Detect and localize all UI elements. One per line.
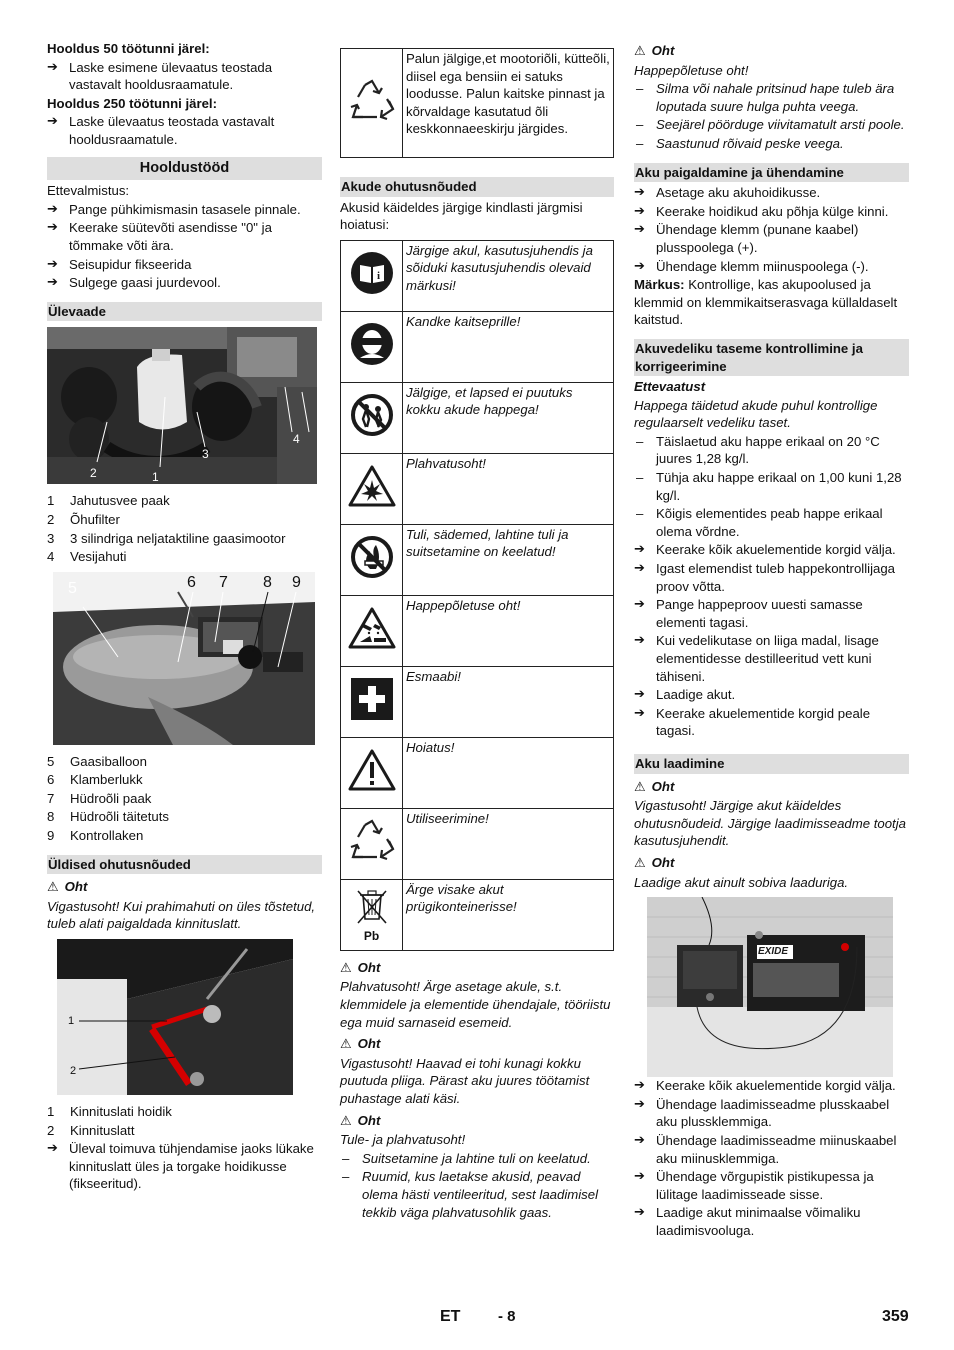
- callout-1: 1: [68, 1015, 75, 1028]
- prep-step: ➔ Sulgege gaasi juurdevool.: [47, 274, 322, 292]
- section-install-title: Aku paigaldamine ja ühendamine: [634, 163, 909, 183]
- charge-step: ➔ Ühendage võrgupistik pistikupessa ja lülitage laadimisseade sisse.: [634, 1168, 909, 1203]
- no-children-icon: [341, 382, 403, 453]
- list-item: 9 Kontrollaken: [47, 828, 144, 844]
- table-cell: Ärge visake akut prügikonteinerisse!: [403, 879, 614, 950]
- step-50h: ➔ Laske esimene ülevaatus teostada vastavalt hooldusraamatule.: [47, 59, 322, 94]
- footer-page-number: 359: [882, 1308, 909, 1325]
- callout-4: 4: [293, 432, 300, 447]
- level-step: ➔ Igast elemendist tuleb happekontrollijaga proov võtta.: [634, 560, 909, 595]
- column-2: [340, 48, 614, 1222]
- callout-9: 9: [292, 573, 301, 591]
- svg-text:i: i: [376, 270, 380, 283]
- caution-text: Happega täidetud akude puhul kontrollige regulaarselt vedeliku taset.: [634, 397, 878, 431]
- warning-icon: [341, 737, 403, 808]
- install-step: ➔ Asetage aku akuhoidikusse.: [634, 184, 909, 202]
- callout-1: 1: [152, 470, 159, 485]
- warning-label: ⚠ Oht: [634, 778, 675, 795]
- table-cell: Esmaabi!: [403, 666, 614, 737]
- first-aid-icon: [341, 666, 403, 737]
- warning-label: ⚠ Oht: [340, 1036, 381, 1053]
- warning-label: ⚠ Oht: [340, 959, 381, 976]
- table-row: [341, 737, 614, 808]
- level-step: ➔ Kui vedelikutase on liiga madal, lisage elementidesse destilleeritud vett kuni tähiseni.: [634, 632, 909, 685]
- warning-triangle-icon: ⚠: [47, 880, 59, 896]
- list-item: 1 Kinnituslati hoidik: [47, 1104, 172, 1120]
- warning-triangle-icon: ⚠: [340, 960, 352, 976]
- acid-icon: [341, 595, 403, 666]
- table-cell: Järgige akul, kasutusjuhendis ja sõiduki kasutusjuhendis olevaid märkusi!: [403, 240, 614, 311]
- list-item: 5 Gaasiballoon: [47, 753, 147, 769]
- list-item: – Ruumid, kus laetakse akusid, peavad olema hästi ventileeritud, sest laadimisel tekkib väga plahvatusohlik gaas.: [340, 1168, 614, 1221]
- step-250h: ➔ Laske ülevaatus teostada vastavalt hooldusraamatule.: [47, 113, 322, 148]
- list-item: 4 Vesijahuti: [47, 549, 127, 565]
- install-note: Märkus: Kontrollige, kas akupoolused ja klemmid on klemmikaitserasvaga küllaldaselt kaitstud.: [634, 277, 898, 328]
- warning-text: Laadige akut ainult sobiva laaduriga.: [634, 874, 849, 890]
- section-charging-title: Aku laadimine: [634, 754, 909, 774]
- table-cell: Hoiatus!: [403, 737, 614, 808]
- charge-step: ➔ Ühendage laadimisseadme plusskaabel aku plussklemmiga.: [634, 1096, 909, 1131]
- caution-label: Ettevaatust: [634, 379, 706, 395]
- section-maintenance-title: Hooldustööd: [47, 157, 322, 181]
- no-fire-icon: [341, 524, 403, 595]
- prep-step: ➔ Pange pühkimismasin tasasele pinnale.: [47, 201, 322, 219]
- battery-brand-label: EXIDE: [758, 946, 789, 958]
- table-row: [341, 808, 614, 879]
- table-row: [341, 666, 614, 737]
- list-item: 6 Klamberlukk: [47, 772, 143, 788]
- install-step: ➔ Ühendage klemm miinuspoolega (-).: [634, 258, 909, 276]
- footer-local-page: - 8: [498, 1308, 516, 1325]
- warning-text: Tule- ja plahvatusoht!: [340, 1132, 466, 1148]
- warning-text: Plahvatusoht! Ärge asetage akule, s.t. klemmidele ja elementide ühendajale, tööriistu ega muid sarnaseid esemeid.: [340, 979, 611, 1030]
- warning-text: Vigastusoht! Järgige akut käideldes ohutusnõudeid. Järgige laadimisseadme tootja kasutusjuhendit.: [634, 798, 906, 849]
- heading-250h: Hooldus 250 töötunni järel:: [47, 95, 217, 111]
- callout-8: 8: [263, 573, 272, 591]
- warning-text: Happepõletuse oht!: [634, 62, 749, 78]
- install-step: ➔ Keerake hoidikud aku põhja külge kinni.: [634, 203, 909, 221]
- warning-label: ⚠ Oht: [340, 1112, 381, 1129]
- table-row: [341, 879, 614, 950]
- battery-charger-photo: [647, 897, 893, 1077]
- callout-6: 6: [187, 573, 196, 591]
- table-cell: Utiliseerimine!: [403, 808, 614, 879]
- list-item: 2 Õhufilter: [47, 511, 120, 527]
- table-row: [341, 595, 614, 666]
- warning-triangle-icon: ⚠: [340, 1113, 352, 1129]
- warning-triangle-icon: ⚠: [340, 1037, 352, 1053]
- warning-triangle-icon: ⚠: [634, 779, 646, 795]
- step-final: ➔ Üleval toimuva tühjendamise jaoks lükake kinnituslatt üles ja torgake hoidikusse (fikseeritud).: [47, 1140, 322, 1193]
- level-step: ➔ Keerake akuelementide korgid peale tagasi.: [634, 705, 909, 740]
- goggles-icon: [341, 311, 403, 382]
- list-item: 8 Hüdroõli täitetuts: [47, 809, 169, 825]
- recycle-icon: [341, 49, 403, 158]
- section-overview-title: Ülevaade: [47, 302, 322, 322]
- battery-intro: Akusid käideldes järgige kindlasti järgmisi hoiatusi:: [340, 199, 583, 233]
- bin-crossed-icon: [341, 879, 403, 950]
- table-row: [341, 311, 614, 382]
- table-cell: Kandke kaitseprille!: [403, 311, 614, 382]
- list-item: – Seejärel pöörduge viivitamatult arsti poole.: [634, 116, 909, 134]
- table-row: [341, 453, 614, 524]
- callout-3: 3: [202, 447, 209, 462]
- list-item: 3 3 silindriga neljataktiline gaasimootor: [47, 530, 286, 546]
- recycle-notice-text: Palun jälgige,et mootoriõli, kütteõli, diisel ega bensiin ei satuks loodusse. Palun kaitske pinnast ja kõrvaldage kasutatud õli keskkonnaeeskirju järgides.: [403, 49, 614, 158]
- battery-safety-table: [340, 240, 614, 951]
- recycle-notice-table: [340, 48, 614, 158]
- table-row: [341, 524, 614, 595]
- callout-2: 2: [70, 1065, 77, 1078]
- table-cell: Happepõletuse oht!: [403, 595, 614, 666]
- charge-step: ➔ Keerake kõik akuelementide korgid välja.: [634, 1077, 909, 1095]
- table-cell: Jälgige, et lapsed ei puutuks kokku akude happega!: [403, 382, 614, 453]
- list-item: – Saastunud rõivaid peske veega.: [634, 135, 909, 153]
- warning-label: ⚠ Oht: [47, 879, 88, 896]
- footer-language: ET: [440, 1308, 461, 1325]
- list-item: – Kõigis elementides peab happe erikaal olema võrdne.: [634, 505, 909, 540]
- manual-icon: [341, 240, 403, 311]
- prep-label: Ettevalmistus:: [47, 183, 130, 199]
- table-cell: Plahvatusoht!: [403, 453, 614, 524]
- table-row: [341, 240, 614, 311]
- warning-text: Vigastusoht! Kui prahimahuti on üles tõstetud, tuleb alati paigaldada kinnituslatt.: [47, 898, 316, 932]
- table-row: [341, 382, 614, 453]
- pb-label: Pb: [363, 929, 380, 944]
- list-item: 2 Kinnituslatt: [47, 1122, 135, 1138]
- warning-triangle-icon: ⚠: [634, 855, 646, 871]
- column-3: [634, 40, 909, 1240]
- list-item: – Silma või nahale pritsinud hape tuleb ära loputada suure hulga puhta veega.: [634, 80, 909, 115]
- gas-bottle-photo: [53, 572, 315, 745]
- prep-step: ➔ Seisupidur fikseerida: [47, 256, 322, 274]
- section-general-safety-title: Üldised ohutusnõuded: [47, 855, 322, 875]
- level-step: ➔ Pange happeproov uuesti samasse elementi tagasi.: [634, 596, 909, 631]
- list-item: 7 Hüdroõli paak: [47, 790, 152, 806]
- explosion-icon: [341, 453, 403, 524]
- warning-label: ⚠ Oht: [634, 43, 675, 59]
- level-step: ➔ Keerake kõik akuelementide korgid välja.: [634, 541, 909, 559]
- warning-label: ⚠ Oht: [634, 854, 675, 871]
- section-level-title: Akuvedeliku taseme kontrollimine ja korrigeerimine: [634, 339, 909, 376]
- charge-step: ➔ Ühendage laadimisseadme miinuskaabel aku miinusklemmiga.: [634, 1132, 909, 1167]
- list-item: – Suitsetamine ja lahtine tuli on keelatud.: [340, 1150, 614, 1168]
- list-item: 1 Jahutusvee paak: [47, 493, 170, 509]
- callout-2: 2: [90, 466, 97, 481]
- column-1: [47, 40, 322, 1194]
- list-item: – Tühja aku happe erikaal on 1,00 kuni 1,28 kg/l.: [634, 469, 909, 504]
- section-battery-safety-title: Akude ohutusnõuded: [340, 177, 614, 197]
- list-item: – Täislaetud aku happe erikaal on 20 °C juures 1,28 kg/l.: [634, 433, 909, 468]
- support-bar-photo: [57, 939, 293, 1095]
- recycle-icon: [341, 808, 403, 879]
- warning-triangle-icon: ⚠: [634, 44, 646, 59]
- heading-50h: Hooldus 50 töötunni järel:: [47, 41, 210, 56]
- install-step: ➔ Ühendage klemm (punane kaabel) plusspoolega (+).: [634, 221, 909, 256]
- prep-step: ➔ Keerake süütevõti asendisse "0" ja tõmmake võti ära.: [47, 219, 322, 254]
- charge-step: ➔ Laadige akut minimaalse võimaliku laadimisvooluga.: [634, 1204, 909, 1239]
- level-step: ➔ Laadige akut.: [634, 686, 909, 704]
- callout-5: 5: [68, 579, 77, 597]
- warning-text: Vigastusoht! Haavad ei tohi kunagi kokku puutuda pliiga. Pärast aku juures töötamist puhastage alati käsi.: [340, 1055, 590, 1106]
- engine-photo: [47, 327, 317, 484]
- callout-7: 7: [219, 573, 228, 591]
- table-cell: Tuli, sädemed, lahtine tuli ja suitsetamine on keelatud!: [403, 524, 614, 595]
